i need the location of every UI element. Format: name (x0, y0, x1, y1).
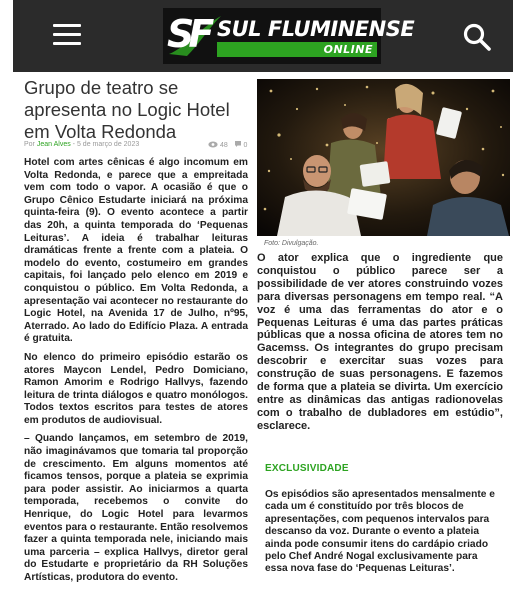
article-byline (24, 141, 139, 148)
theater-group-photo (257, 79, 510, 236)
logo-subtitle: ONLINE (323, 43, 373, 56)
article-body-left-column (24, 157, 248, 591)
article-paragraph: O ator explica que o ingrediente que conquistou o público parece ser a possibilidade de ver atores construindo vozes para diversas personagens em tempo real. “A voz é uma das ferramentas do ator e o Pequenas Leituras é uma das partes práticas públicas que a nossa oficina de atores tem no Gacemss. Os integrantes do grupo precisam descobrir e exercitar suas vozes para construção de suas personagens. E fazemos de forma que a plateia se divirta. Um exercício entre as dinâmicas das antigas radionovelas com o trabalho de dubladores em estúdio”, esclarece. (257, 252, 503, 432)
byline-prefix: Por (24, 141, 35, 148)
top-navigation-bar (13, 0, 513, 72)
view-count: 48 (219, 142, 228, 149)
article-stats (208, 140, 247, 149)
byline-separator: - (72, 141, 76, 148)
article-photo (257, 79, 510, 236)
article-paragraph: Os episódios são apresentados mensalmente e cada um é constituído por três blocos de apresentações, com pequenos intervalos para descanso da voz. Durante o evento a plateia ainda pode consumir itens do cardápio criado pelo Chef André Nogal exclusivamente para essa nova fase do ‘Pequenas Leituras’. (265, 489, 495, 575)
article-body-right-column (257, 252, 503, 433)
site-logo[interactable] (163, 8, 415, 64)
search-icon[interactable] (462, 22, 492, 52)
article-section-body (265, 489, 497, 576)
section-heading: EXCLUSIVIDADE (265, 463, 349, 474)
publish-date: 5 de março de 2023 (76, 141, 140, 148)
photo-caption: Foto: Divulgação. (264, 240, 319, 247)
author-link[interactable]: Jean Alves (36, 141, 71, 148)
menu-line (53, 42, 81, 45)
menu-line (53, 33, 81, 36)
article-title: Grupo de teatro se apresenta no Logic Hotel em Volta Redonda (24, 77, 230, 142)
comment-icon[interactable] (234, 140, 242, 148)
eye-icon (208, 141, 218, 148)
logo-mark: SF (167, 12, 209, 56)
logo-name: SUL FLUMINENSE (217, 17, 415, 41)
article-paragraph: Hotel com artes cênicas é algo incomum em Volta Redonda, e parece que a empreitada vem com todo o vapor. A ocasião é que o Grupo Cênico Estudarte iniciará na próxima quinta-feira (9). O evento acontece a partir das 20h, a quinta temporada do ‘Pequenas Leituras’. A ideia é trabalhar leituras dramáticas frente a frente com a plateia. O modelo do evento, costumeiro em grandes capitais, foi lançado pelo elenco em 2019 e conquistou o público. Em Volta Redonda, a apresentação vai acontecer no restaurante do Logic Hotel, na Avenida 17 de Julho, nº95, Aterrado. Ao lado do Edifício Plaza. A entrada é gratuita. (24, 157, 248, 345)
hamburger-menu-icon[interactable] (53, 24, 81, 46)
article-paragraph: – Quando lançamos, em setembro de 2019, não imaginávamos que tomaria tal proporção de crescimento. Em alguns momentos até ficamos tensos, porque a plateia se exprimia para poder assistir. Ao iniciarmos a quarta temporada, recebemos o convite do Henrique, do Logic Hotel para levarmos eventos para o restaurante. Então resolvemos fazer a quinta temporada nele, iniciando mais uma parceria – explica Hallvys, diretor geral do Estudarte e proprietário da RH Soluções Artísticas, produtora do evento. (24, 433, 248, 583)
menu-line (53, 24, 81, 27)
article-paragraph: No elenco do primeiro episódio estarão os atores Maycon Lendel, Pedro Domiciano, Ramon Amorim e Rodrigo Hallvys, fazendo leitura de trinta diálogos e quatro monólogos. Todos textos escritos para testes de atores em produtos de audiovisual. (24, 351, 248, 426)
comment-count[interactable]: 0 (243, 142, 248, 149)
